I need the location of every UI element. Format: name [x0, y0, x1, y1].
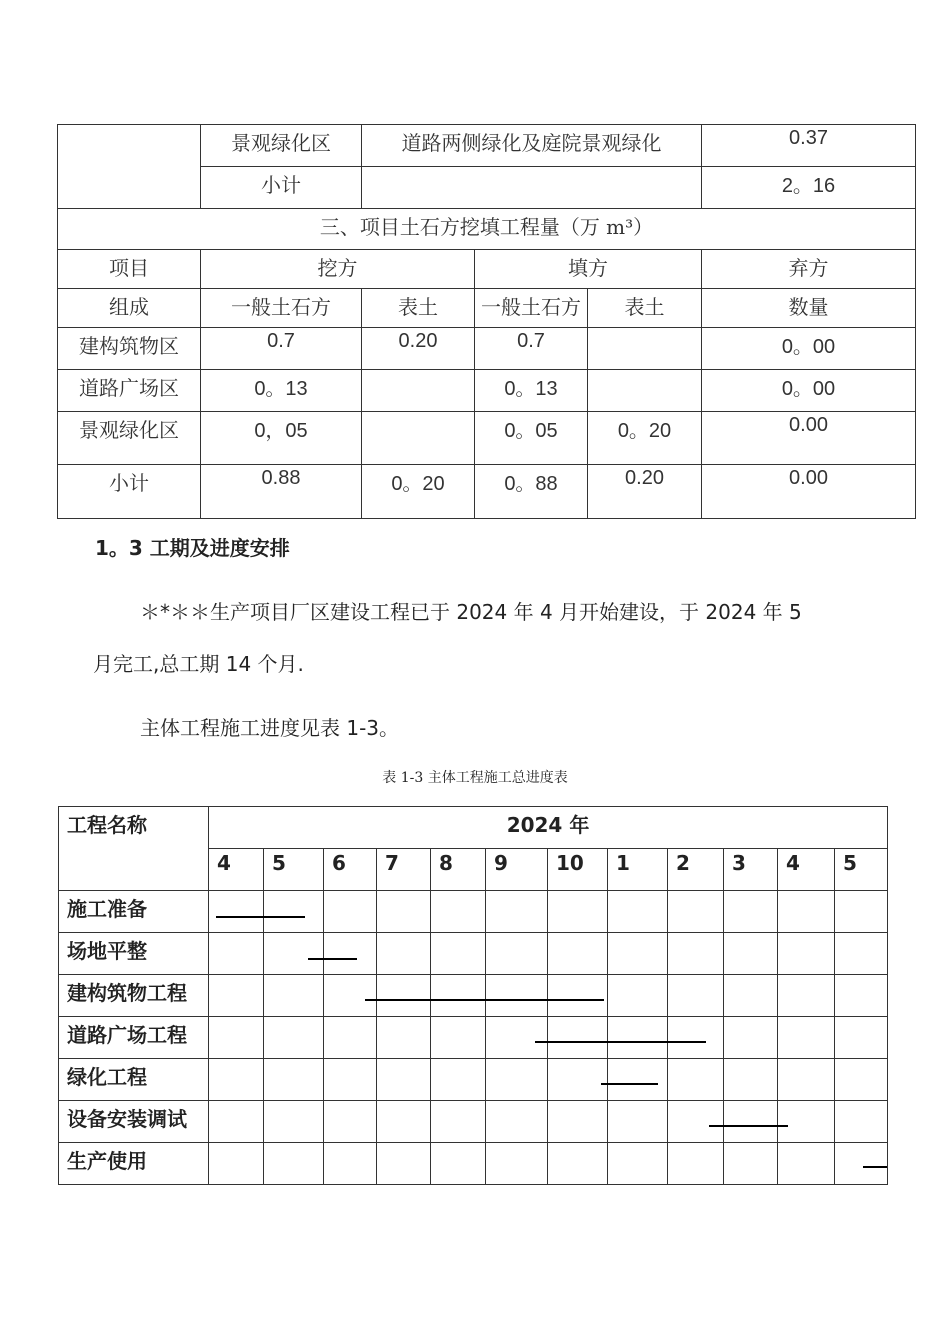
- gantt-bar: [709, 1125, 788, 1127]
- schedule-cell: [209, 1017, 264, 1059]
- month-header: 9: [486, 849, 548, 891]
- table-row: [58, 209, 916, 250]
- table-row: [58, 412, 916, 465]
- schedule-cell: [486, 1059, 548, 1101]
- schedule-cell: [264, 891, 324, 933]
- schedule-cell: [608, 891, 668, 933]
- cell-value: 0.37: [702, 125, 916, 167]
- schedule-cell: [264, 1101, 324, 1143]
- cell-cut-topsoil: 0.20: [362, 328, 475, 370]
- table-row: [58, 125, 916, 167]
- cell-cut-general: 0，05: [201, 412, 362, 465]
- schedule-cell: [608, 933, 668, 975]
- schedule-cell: [778, 1143, 835, 1185]
- schedule-cell: [835, 1017, 888, 1059]
- schedule-cell: [324, 1143, 377, 1185]
- schedule-cell: [431, 1017, 486, 1059]
- table-row: [59, 1101, 888, 1143]
- schedule-cell: [324, 1059, 377, 1101]
- cell-area-name: 景观绿化区: [58, 412, 201, 465]
- month-header: 4: [209, 849, 264, 891]
- cell-cut-topsoil: [362, 370, 475, 412]
- gantt-bar: [601, 1083, 658, 1085]
- table-header-row: [58, 289, 916, 328]
- cell-area-name: 小计: [58, 465, 201, 519]
- header-item-2: 组成: [58, 289, 201, 328]
- year-header: 2024 年: [209, 807, 888, 849]
- schedule-cell: [264, 1059, 324, 1101]
- cell-fill-topsoil: [588, 370, 702, 412]
- cell-fill-general: 0.7: [475, 328, 588, 370]
- cell-fill-general: 0。88: [475, 465, 588, 519]
- header-fill-topsoil: 表土: [588, 289, 702, 328]
- schedule-cell: [835, 933, 888, 975]
- cell-fill-general: 0。05: [475, 412, 588, 465]
- cell-waste: 0.00: [702, 465, 916, 519]
- cell-cut-general: 0.88: [201, 465, 362, 519]
- schedule-cell: [377, 933, 431, 975]
- cell-cut-topsoil: 0。20: [362, 465, 475, 519]
- schedule-cell: [835, 1059, 888, 1101]
- schedule-cell: [209, 1059, 264, 1101]
- header-waste: 弃方: [702, 250, 916, 289]
- schedule-cell: [324, 1017, 377, 1059]
- section-heading: 1。3 工期及进度安排: [95, 536, 290, 560]
- schedule-table: [58, 806, 888, 1185]
- month-header: 6: [324, 849, 377, 891]
- schedule-cell: [668, 1017, 724, 1059]
- cell-fill-topsoil: 0.20: [588, 465, 702, 519]
- cell-area-name: 道路广场区: [58, 370, 201, 412]
- task-name: 设备安装调试: [59, 1101, 209, 1143]
- schedule-cell: [209, 1143, 264, 1185]
- schedule-cell: [724, 1017, 778, 1059]
- month-header: 8: [431, 849, 486, 891]
- schedule-cell: [548, 891, 608, 933]
- month-header: 5: [264, 849, 324, 891]
- gantt-bar: [863, 1166, 887, 1168]
- header-waste-2: 数量: [702, 289, 916, 328]
- schedule-cell: [486, 1143, 548, 1185]
- month-header: 3: [724, 849, 778, 891]
- header-fill: 填方: [475, 250, 702, 289]
- schedule-cell: [668, 1059, 724, 1101]
- month-header: 2: [668, 849, 724, 891]
- schedule-cell: [724, 1059, 778, 1101]
- schedule-cell: [668, 891, 724, 933]
- schedule-cell: [324, 975, 377, 1017]
- schedule-cell: [608, 1017, 668, 1059]
- schedule-cell: [377, 975, 431, 1017]
- schedule-cell: [324, 1101, 377, 1143]
- header-cut-general: 一般土石方: [201, 289, 362, 328]
- task-name: 道路广场工程: [59, 1017, 209, 1059]
- schedule-cell: [486, 891, 548, 933]
- cell-description: 道路两侧绿化及庭院景观绿化: [362, 125, 702, 167]
- task-name: 施工准备: [59, 891, 209, 933]
- gantt-bar: [308, 958, 357, 960]
- schedule-cell: [324, 933, 377, 975]
- cell-waste: 0.00: [702, 412, 916, 465]
- section-title: 三、项目土石方挖填工程量（万 m³）: [58, 209, 916, 250]
- schedule-cell: [835, 975, 888, 1017]
- cell-area-name: 建构筑物区: [58, 328, 201, 370]
- schedule-cell: [724, 1143, 778, 1185]
- schedule-cell: [548, 1017, 608, 1059]
- month-header: 10: [548, 849, 608, 891]
- header-cut-topsoil: 表土: [362, 289, 475, 328]
- month-header: 1: [608, 849, 668, 891]
- cell-area-name: 景观绿化区: [201, 125, 362, 167]
- schedule-cell: [724, 1101, 778, 1143]
- schedule-cell: [209, 975, 264, 1017]
- schedule-cell: [324, 891, 377, 933]
- schedule-cell: [431, 1101, 486, 1143]
- schedule-cell: [778, 933, 835, 975]
- schedule-cell: [835, 1143, 888, 1185]
- table-row: [59, 933, 888, 975]
- schedule-cell: [377, 1143, 431, 1185]
- month-header: 5: [835, 849, 888, 891]
- schedule-cell: [264, 1143, 324, 1185]
- table-row: [59, 1143, 888, 1185]
- table-header-row: [58, 250, 916, 289]
- cell-fill-general: 0。13: [475, 370, 588, 412]
- schedule-cell: [264, 933, 324, 975]
- schedule-cell: [724, 975, 778, 1017]
- cell-fill-topsoil: 0。20: [588, 412, 702, 465]
- schedule-cell: [431, 1059, 486, 1101]
- schedule-cell: [431, 975, 486, 1017]
- schedule-cell: [431, 933, 486, 975]
- task-name: 建构筑物工程: [59, 975, 209, 1017]
- table-row: [58, 328, 916, 370]
- schedule-cell: [377, 1101, 431, 1143]
- gantt-bar: [535, 1041, 707, 1043]
- task-name: 场地平整: [59, 933, 209, 975]
- table-row: [58, 370, 916, 412]
- schedule-cell: [209, 1101, 264, 1143]
- schedule-cell: [668, 933, 724, 975]
- schedule-cell: [548, 1101, 608, 1143]
- table-caption: 表 1-3 主体工程施工总进度表: [382, 770, 568, 786]
- schedule-cell: [778, 891, 835, 933]
- schedule-cell: [264, 1017, 324, 1059]
- schedule-cell: [608, 975, 668, 1017]
- schedule-cell: [724, 933, 778, 975]
- cell-waste: 0。00: [702, 370, 916, 412]
- cell-area-name: 小计: [201, 167, 362, 209]
- cell-fill-topsoil: [588, 328, 702, 370]
- schedule-cell: [377, 891, 431, 933]
- table-row: [59, 975, 888, 1017]
- table-row: [59, 1017, 888, 1059]
- schedule-cell: [209, 891, 264, 933]
- task-name: 生产使用: [59, 1143, 209, 1185]
- paragraph-line-1: ＊*＊＊生产项目厂区建设工程已于 2024 年 4 月开始建设，于 2024 年 5: [140, 600, 802, 624]
- schedule-cell: [486, 933, 548, 975]
- schedule-cell: [209, 933, 264, 975]
- schedule-cell: [548, 933, 608, 975]
- schedule-cell: [778, 1017, 835, 1059]
- schedule-cell: [668, 1143, 724, 1185]
- table-row: [58, 465, 916, 519]
- schedule-cell: [608, 1101, 668, 1143]
- schedule-cell: [608, 1143, 668, 1185]
- name-header: 工程名称: [59, 807, 209, 891]
- schedule-cell: [377, 1017, 431, 1059]
- month-header: 7: [377, 849, 431, 891]
- schedule-cell: [548, 975, 608, 1017]
- schedule-cell: [431, 891, 486, 933]
- schedule-cell: [778, 1059, 835, 1101]
- schedule-cell: [431, 1143, 486, 1185]
- schedule-cell: [548, 1059, 608, 1101]
- month-header: 4: [778, 849, 835, 891]
- schedule-cell: [377, 1059, 431, 1101]
- schedule-cell: [778, 975, 835, 1017]
- schedule-cell: [486, 975, 548, 1017]
- schedule-header-row: [59, 807, 888, 849]
- schedule-cell: [486, 1101, 548, 1143]
- cell-description: [362, 167, 702, 209]
- gantt-bar: [365, 999, 604, 1001]
- schedule-cell: [724, 891, 778, 933]
- cell-waste: 0。00: [702, 328, 916, 370]
- header-item: 项目: [58, 250, 201, 289]
- schedule-cell: [668, 1101, 724, 1143]
- schedule-cell: [778, 1101, 835, 1143]
- gantt-bar: [216, 916, 305, 918]
- header-cut: 挖方: [201, 250, 475, 289]
- earthwork-table: [57, 124, 916, 519]
- table-row: [59, 891, 888, 933]
- cell-cut-general: 0。13: [201, 370, 362, 412]
- empty-cell: [58, 125, 201, 209]
- schedule-cell: [835, 891, 888, 933]
- schedule-cell: [835, 1101, 888, 1143]
- cell-cut-topsoil: [362, 412, 475, 465]
- schedule-cell: [486, 1017, 548, 1059]
- task-name: 绿化工程: [59, 1059, 209, 1101]
- schedule-cell: [548, 1143, 608, 1185]
- schedule-cell: [668, 975, 724, 1017]
- schedule-cell: [264, 975, 324, 1017]
- cell-value: 2。16: [702, 167, 916, 209]
- cell-cut-general: 0.7: [201, 328, 362, 370]
- schedule-cell: [608, 1059, 668, 1101]
- paragraph-line-2: 月完工,总工期 14 个月.: [93, 652, 304, 676]
- table-row: [59, 1059, 888, 1101]
- paragraph-2: 主体工程施工进度见表 1-3。: [140, 716, 400, 740]
- header-fill-general: 一般土石方: [475, 289, 588, 328]
